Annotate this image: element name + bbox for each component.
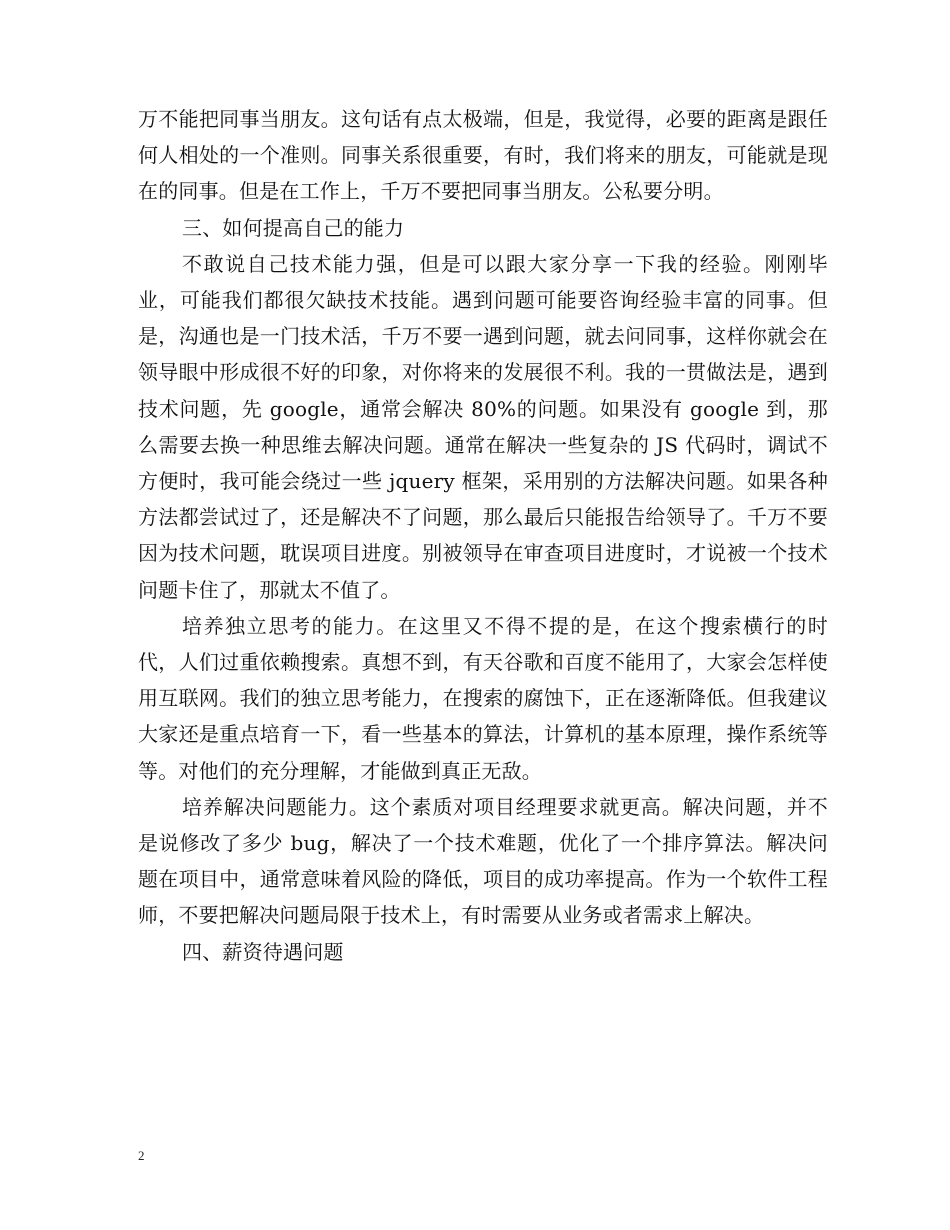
section-heading-3: 三、如何提高自己的能力 <box>182 215 405 240</box>
paragraph-independent-thinking: 培养独立思考的能力。在这里又不得不提的是，在这个搜索横行的时代，人们过重依赖搜索。真想不到，有天谷歌和百度不能用了，大家会怎样使用互联网。我们的独立思考能力，在搜索的腐蚀下，正在逐渐降低。但我建议大家还是重点培育一下，看一些基本的算法，计算机的基本原理，操作系统等等。对他们的充分理解，才能做到真正无敌。 <box>138 613 828 783</box>
paragraph-problem-solving: 培养解决问题能力。这个素质对项目经理要求就更高。解决问题，并不是说修改了多少 bug，解决了一个技术难题，优化了一个排序算法。解决问题在项目中，通常意味着风险的降低，项目的成功率提高。作为一个软件工程师，不要把解决问题局限于技术上，有时需要从业务或者需求上解决。 <box>138 794 828 928</box>
paragraph-tech-skills: 不敢说自己技术能力强，但是可以跟大家分享一下我的经验。刚刚毕业，可能我们都很欠缺技术技能。遇到问题可能要咨询经验丰富的同事。但是，沟通也是一门技术活，千万不要一遇到问题，就去问同事，这样你就会在领导眼中形成很不好的印象，对你将来的发展很不利。我的一贯做法是，遇到技术问题，先 google，通常会解决 80%的问题。如果没有 google 到，那么需要去换一种思维去解决问题。通常在解决一些复杂的 JS 代码时，调试不方便时，我可能会绕过一些 jquery 框架，采用别的方法解决问题。如果各种方法都尝试过了，还是解决不了问题，那么最后只能报告给领导了。千万不要因为技术问题，耽误项目进度。别被领导在审查项目进度时，才说被一个技术问题卡住了，那就太不值了。 <box>138 251 828 602</box>
document-body <box>138 101 828 970</box>
page-number: 2 <box>138 1148 145 1163</box>
paragraph-continuation: 万不能把同事当朋友。这句话有点太极端，但是，我觉得，必要的距离是跟任何人相处的一个准则。同事关系很重要，有时，我们将来的朋友，可能就是现在的同事。但是在工作上，千万不要把同事当朋友。公私要分明。 <box>138 107 828 204</box>
section-heading-4: 四、薪资待遇问题 <box>182 939 344 964</box>
